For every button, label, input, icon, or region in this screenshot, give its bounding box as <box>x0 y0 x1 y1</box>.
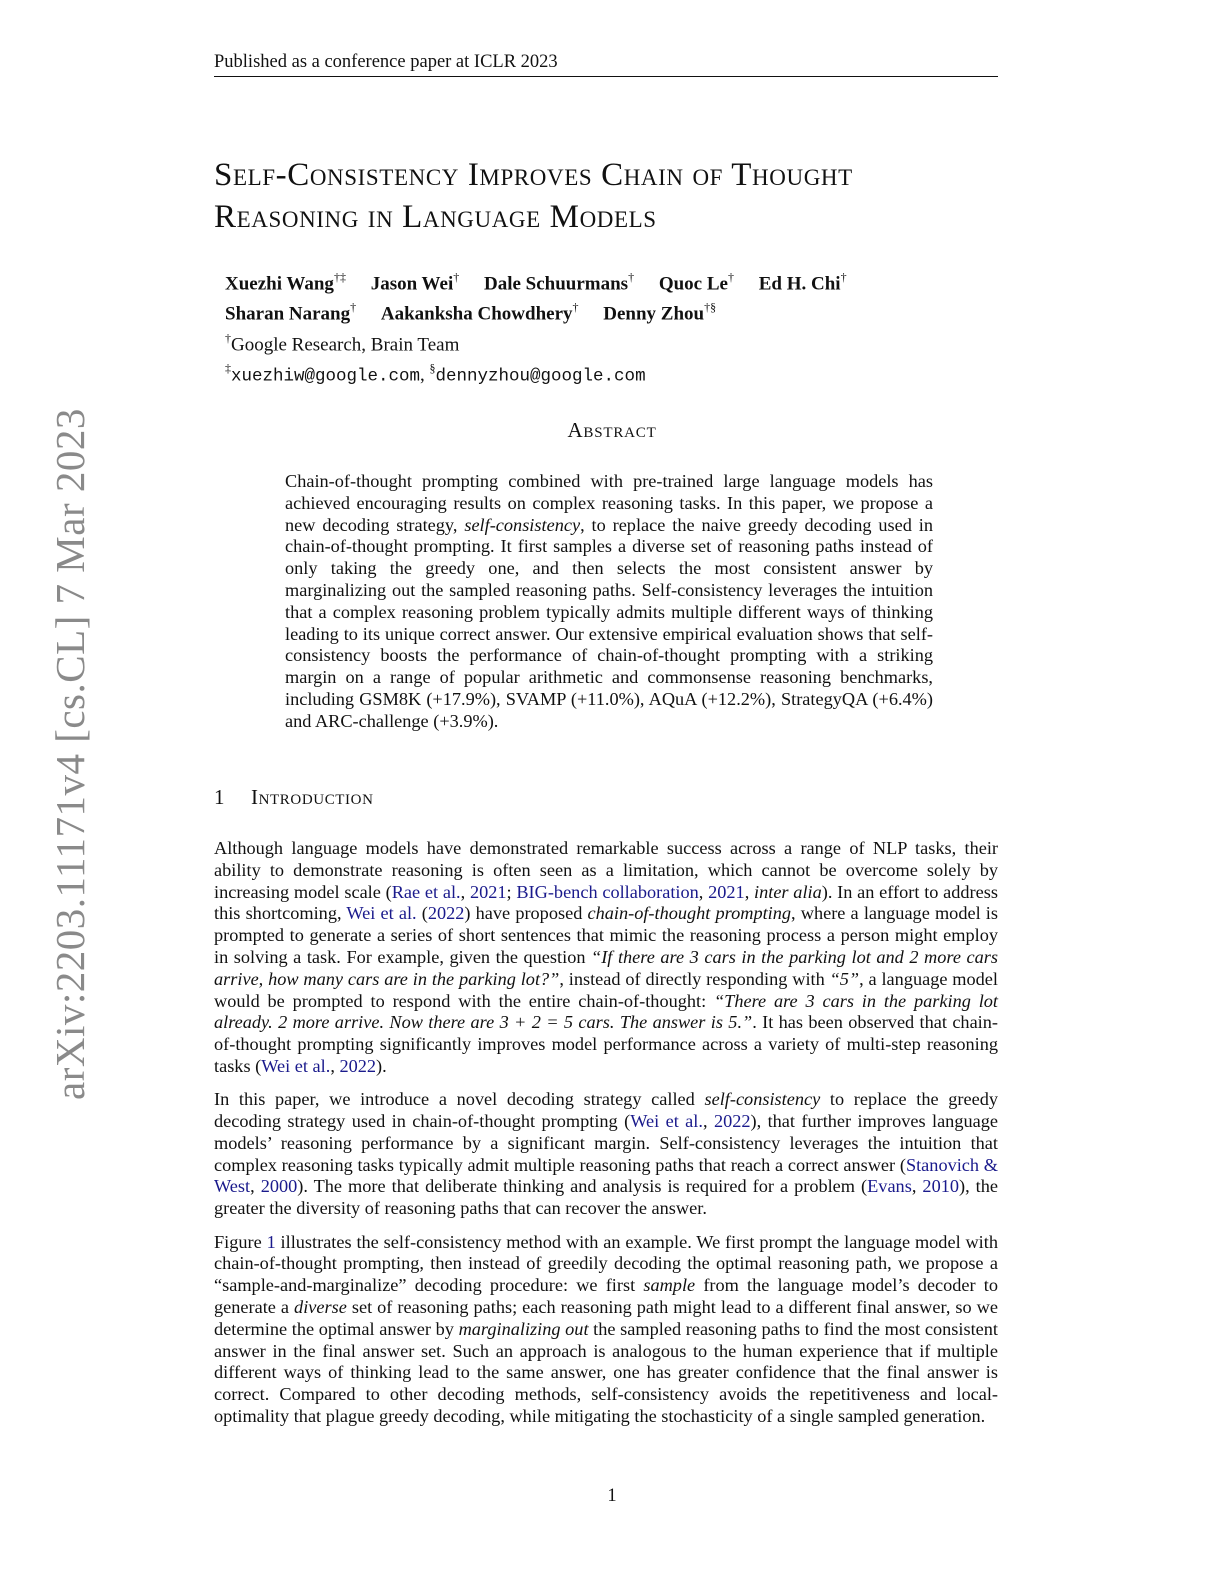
author-mark: †§ <box>704 300 717 315</box>
author-name: Aakanksha Chowdhery <box>380 303 573 325</box>
author-name: Dale Schuurmans <box>483 273 629 295</box>
paragraph-text: , <box>250 1176 261 1197</box>
paragraph-text: the sampled reasoning paths to find the most consistent answer in the final answer set. Such an approach is analogous to the human experience that if multiple different ways of thinking lead to the same answer, one has greater confidence that the final answer is correct. Compared to other decoding methods, self-consistency avoids the repetitiveness and local-optimality that plague greedy decoding, while mitigating the stochasticity of a single sampled generation. <box>214 1318 998 1426</box>
abstract-part: , to replace the naive greedy decoding used in chain-of-thought prompting. It first samples a diverse set of reasoning paths instead of only taking the greedy one, and then selects the most consistent answer by marginalizing out the sampled reasoning paths. Self-consistency leverages the intuition that a complex reasoning problem typically admits multiple different ways of thinking leading to its unique correct answer. Our extensive empirical evaluation shows that self-consistency boosts the performance of chain-of-thought prompting with a striking margin on a range of popular arithmetic and commonsense reasoning benchmarks, including GSM8K (+17.9%), SVAMP (+11.0%), AQuA (+12.2%), StrategyQA (+6.4%) and ARC-challenge (+3.9%). <box>285 514 933 731</box>
author-mark: † <box>727 270 734 284</box>
author-mark: † <box>628 270 635 284</box>
paragraph-text: , instead of directly responding with <box>559 968 830 989</box>
emails <box>225 357 847 388</box>
paragraph-text: , <box>330 1055 340 1076</box>
section-number: 1 <box>214 785 226 809</box>
citation-link[interactable]: Wei et al. <box>261 1055 331 1076</box>
emphasis-text: “If there are 3 cars in the parking lot and 2 more cars arrive, how many cars are in the parking lot?” <box>214 946 998 989</box>
paragraph-text: ; <box>506 881 517 902</box>
paragraph-text: ), the greater the diversity of reasoning paths that can recover the answer. <box>214 1176 998 1219</box>
paragraph <box>214 1232 998 1428</box>
author-block <box>225 266 847 388</box>
author-name: Denny Zhou <box>603 303 705 325</box>
author-name: Sharan Narang <box>225 303 351 325</box>
paragraph-text: ). The more that deliberate thinking and analysis is required for a problem ( <box>297 1176 868 1197</box>
paragraph <box>214 1089 998 1220</box>
paragraph-text: ) have proposed <box>464 903 588 924</box>
author-name: Ed H. Chi <box>758 273 841 295</box>
affiliation-mark: † <box>225 330 231 345</box>
affiliation-text: Google Research, Brain Team <box>231 333 460 355</box>
paragraph-text: illustrates the self-consistency method with an example. We first prompt the language model with chain-of-thought prompting, then instead of greedily decoding the optimal reasoning path, we propose a “sample-and-marginalize” decoding procedure: we first <box>214 1231 998 1296</box>
author-mark: † <box>840 270 847 284</box>
citation-link[interactable]: 2022 <box>713 1111 751 1132</box>
paper-title <box>214 154 1014 238</box>
citation-link[interactable]: Wei et al. <box>346 903 417 924</box>
paragraph-text: Although language models have demonstrated remarkable success across a range of NLP tasks, their ability to demonstrate reasoning is often seen as a limitation, which cannot be overcome solely by increasing model scale ( <box>214 838 998 902</box>
paragraph-text: , <box>702 1111 714 1132</box>
paragraph-text: to replace the greedy decoding strategy used in chain-of-thought prompting ( <box>214 1089 998 1132</box>
citation-link[interactable]: Evans <box>867 1176 912 1197</box>
section-heading <box>214 785 374 810</box>
email-mark: § <box>429 360 436 375</box>
email-link[interactable]: xuezhiw@google.com <box>231 366 421 387</box>
author-mark: † <box>453 270 460 284</box>
citation-link[interactable]: 1 <box>266 1231 276 1252</box>
abstract-emphasis: self-consistency <box>464 514 581 535</box>
author-mark: † <box>572 300 579 315</box>
emphasis-text: “There are 3 cars in the parking lot already. 2 more arrive. Now there are 3 + 2 = 5 cars. The answer is 5.” <box>214 990 998 1033</box>
author-name: Xuezhi Wang <box>225 273 334 295</box>
emphasis-text: diverse <box>294 1296 347 1317</box>
citation-link[interactable]: 2022 <box>427 903 465 924</box>
citation-link[interactable]: 2010 <box>922 1176 959 1197</box>
author-row-1 <box>225 266 847 296</box>
citation-link[interactable]: Wei et al. <box>630 1111 703 1132</box>
abstract-text <box>285 471 933 733</box>
author-name: Jason Wei <box>370 273 454 295</box>
paragraph-text: Figure <box>214 1231 267 1252</box>
emphasis-text: chain-of-thought prompting <box>587 903 792 924</box>
paragraph-text: , <box>911 1176 923 1197</box>
paragraph-text: , <box>744 881 755 902</box>
arxiv-stamp: arXiv:2203.11171v4 [cs.CL] 7 Mar 2023 <box>47 408 93 1100</box>
paragraph-text: In this paper, we introduce a novel decoding strategy called <box>214 1089 705 1110</box>
abstract-heading: Abstract <box>567 418 657 442</box>
citation-link[interactable]: 2000 <box>260 1176 298 1197</box>
running-header: Published as a conference paper at ICLR 2023 <box>214 50 998 77</box>
paragraph-text: . It has been observed that chain-of-thought prompting significantly improves model performance across a variety of multi-step reasoning tasks ( <box>214 1012 998 1076</box>
paragraph-text: , <box>698 881 709 902</box>
author-mark: †‡ <box>333 270 346 284</box>
title-line-1: Self-Consistency Improves Chain of Thought <box>214 157 853 193</box>
paragraph-text: ( <box>416 903 428 924</box>
email-link[interactable]: dennyzhou@google.com <box>435 366 646 387</box>
citation-link[interactable]: BIG-bench collaboration <box>516 881 699 902</box>
page-number: 1 <box>607 1486 617 1506</box>
emphasis-text: self-consistency <box>704 1089 821 1110</box>
author-mark: † <box>350 300 357 315</box>
citation-link[interactable]: Stanovich & West <box>214 1154 999 1197</box>
paragraph-text: set of reasoning paths; each reasoning path might lead to a different final answer, so we determine the optimal answer by <box>214 1296 998 1339</box>
author-row-2 <box>225 296 847 326</box>
title-line-2: Reasoning in Language Models <box>214 199 657 235</box>
body-text <box>214 838 998 1439</box>
emphasis-text: “5” <box>829 968 860 989</box>
paragraph-text: , <box>460 881 470 902</box>
paragraph-text: ). In an effort to address this shortcoming, <box>214 881 998 924</box>
citation-link[interactable]: Rae et al. <box>391 881 461 902</box>
paragraph-text: , where a language model is prompted to generate a series of short sentences that mimic the reasoning process a person might employ in solving a task. For example, given the question <box>214 903 998 967</box>
paragraph-text: ), that further improves language models’ reasoning performance by a significant margin. Self-consistency leverages the intuition that complex reasoning tasks typically admit multiple reasoning paths that reach a correct answer ( <box>214 1111 998 1175</box>
affiliation <box>225 327 847 357</box>
citation-link[interactable]: 2021 <box>469 881 507 902</box>
email-separator: , <box>420 364 430 386</box>
paragraph <box>214 838 998 1078</box>
emphasis-text: marginalizing out <box>458 1318 589 1339</box>
email-mark: ‡ <box>225 360 231 375</box>
paragraph-text: , a language model would be prompted to respond with the entire chain-of-thought: <box>214 968 998 1011</box>
emphasis-text: inter alia <box>754 881 822 902</box>
author-name: Quoc Le <box>658 273 728 295</box>
paragraph-text: from the language model’s decoder to generate a <box>214 1275 998 1317</box>
citation-link[interactable]: 2022 <box>339 1055 377 1076</box>
citation-link[interactable]: 2021 <box>708 881 745 902</box>
section-title: Introduction <box>251 785 374 809</box>
paragraph-text: ). <box>376 1055 387 1076</box>
abstract-part: Chain-of-thought prompting combined with pre-trained large language models has achieved encouraging results on complex reasoning tasks. In this paper, we propose a new decoding strategy, <box>285 471 933 535</box>
emphasis-text: sample <box>643 1275 696 1296</box>
